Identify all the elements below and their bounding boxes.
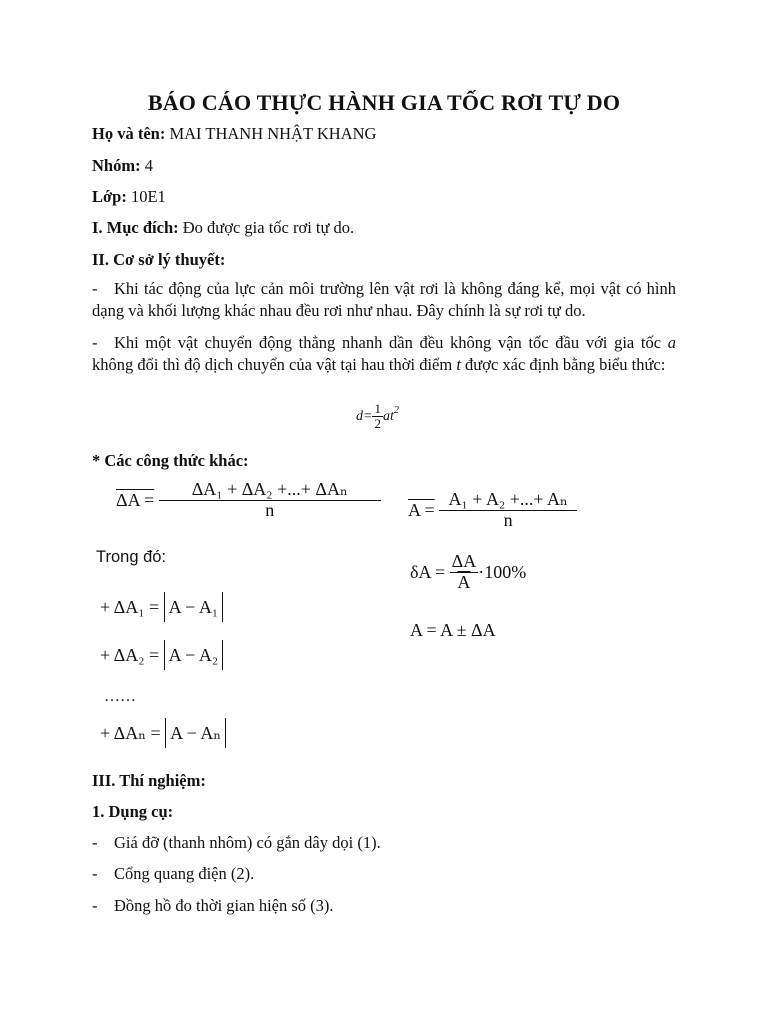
theory-text-2a: Khi một vật chuyển động thẳng nhanh dần đều không vận tốc đầu với gia tốc (114, 333, 668, 352)
section1-text: Đo được gia tốc rơi tự do. (178, 218, 355, 237)
var-a: a (667, 333, 676, 352)
rel-den: A (457, 571, 471, 592)
mean-fraction (439, 490, 577, 531)
mean-lhs: A = (408, 499, 435, 520)
rel-lhs: δA = (410, 561, 446, 582)
list-item-text: Giá đỡ (thanh nhôm) có gắn dây dọi (1). (114, 833, 381, 852)
delta-mean-formula (116, 480, 381, 521)
delta-mean-fraction (159, 480, 381, 521)
delta-item-1 (100, 592, 223, 622)
class-value: 10E1 (126, 187, 166, 206)
list-item (92, 833, 381, 853)
result-formula: A = A ± ΔA (410, 620, 496, 640)
group-line (92, 156, 153, 176)
class-label: Lớp: (92, 187, 127, 206)
item1-lhs: + ΔA₁ = (100, 597, 164, 617)
delta-mean-num: ΔA₁ + ΔA₂ +...+ ΔAₙ (159, 480, 381, 501)
dash-marker: - (92, 864, 98, 883)
section2-heading: II. Cơ sở lý thuyết: (92, 250, 226, 269)
formula-num: 1 (374, 401, 381, 416)
theory-paragraph-1 (92, 278, 676, 322)
dash-marker: - (92, 833, 98, 852)
itemn-abs: A − Aₙ (165, 718, 226, 748)
group-value: 4 (140, 156, 153, 175)
name-value: MAI THANH NHẬT KHANG (165, 124, 377, 143)
mean-num: A₁ + A₂ +...+ Aₙ (439, 490, 577, 511)
section3-heading: III. Thí nghiệm: (92, 771, 206, 790)
name-line (92, 124, 376, 144)
section3-sub1: 1. Dụng cụ: (92, 802, 174, 821)
ellipsis: …… (104, 688, 136, 705)
list-item-text: Đồng hồ đo thời gian hiện số (3). (114, 896, 334, 915)
delta-item-2 (100, 640, 223, 670)
section1-label: I. Mục đích: (92, 218, 179, 237)
group-label: Nhóm: (92, 156, 141, 175)
page-title: BÁO CÁO THỰC HÀNH GIA TỐC RƠI TỰ DO (147, 90, 621, 115)
item2-lhs: + ΔA₂ = (100, 645, 164, 665)
mean-den: n (503, 509, 513, 530)
formula-exp: 2 (393, 405, 399, 417)
list-item (92, 864, 254, 884)
formula-fraction (372, 402, 383, 432)
item2-abs: A − A₂ (164, 640, 223, 670)
theory-text-2b: không đổi thì độ dịch chuyển của vật tại hau thời điểm (92, 355, 457, 374)
formula-rhs: at (382, 409, 394, 425)
formula-den: 2 (374, 416, 381, 432)
where-label: Trong đó: (96, 548, 167, 566)
delta-item-n (100, 718, 226, 748)
class-line (92, 187, 166, 207)
mean-formula (408, 490, 577, 531)
item1-abs: A − A₁ (164, 592, 223, 622)
dash-marker: - (92, 279, 98, 298)
list-item (92, 896, 334, 916)
formula-lhs: d= (356, 409, 373, 425)
other-formulas-heading: * Các công thức khác: (92, 451, 249, 470)
list-item-text: Cổng quang điện (2). (114, 864, 255, 883)
theory-text-1: Khi tác động của lực cản môi trường lên vật rơi là không đáng kể, mọi vật có hình dạng và khối lượng khác nhau đều rơi như nhau. Đây chính là sự rơi tự do. (92, 279, 676, 320)
purpose-line (92, 218, 354, 238)
delta-mean-den: n (265, 499, 275, 520)
var-t: t (456, 355, 461, 374)
dash-marker: - (92, 896, 98, 915)
free-fall-formula (356, 402, 399, 432)
rel-num: ΔA (451, 551, 477, 571)
rel-fraction (450, 552, 479, 593)
relative-error-formula (410, 552, 526, 593)
name-label: Họ và tên: (92, 124, 166, 143)
itemn-lhs: + ΔAₙ = (100, 723, 166, 743)
theory-paragraph-2 (92, 332, 676, 376)
theory-text-2c: được xác định bằng biểu thức: (460, 355, 666, 374)
dash-marker: - (92, 333, 98, 352)
delta-mean-lhs: ΔA = (116, 489, 155, 510)
rel-tail: ·100% (478, 561, 527, 582)
